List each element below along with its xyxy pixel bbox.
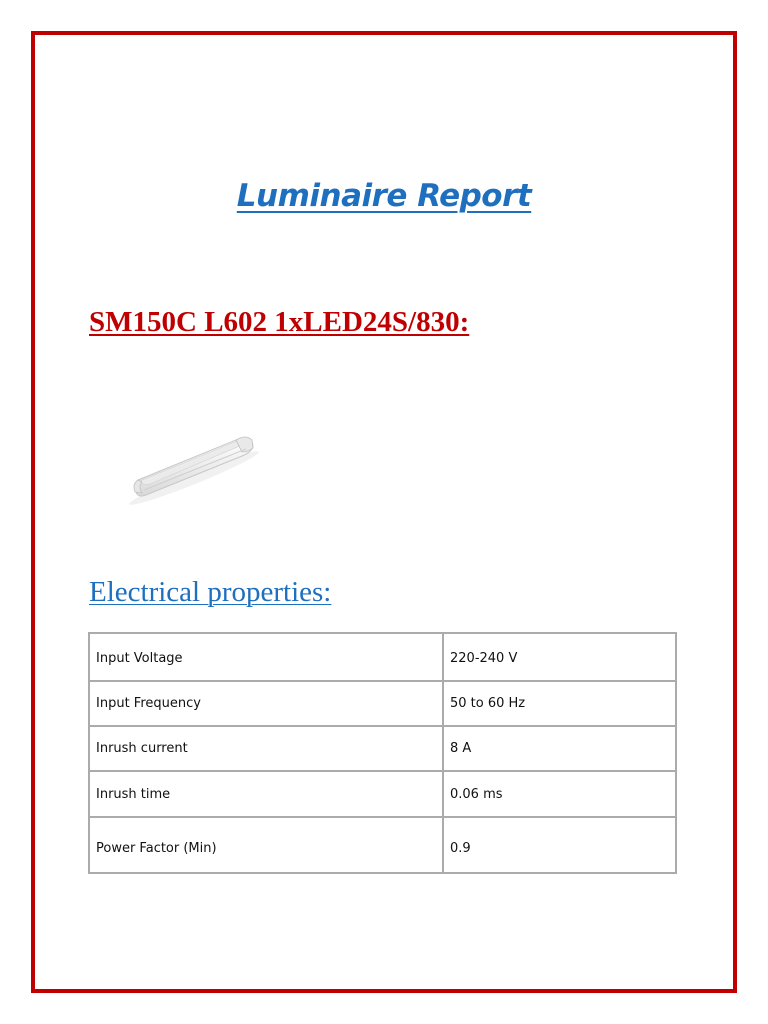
table-row [89, 726, 676, 771]
table-row [89, 771, 676, 817]
property-label: Inrush current [89, 726, 443, 771]
property-value: 50 to 60 Hz [443, 681, 676, 726]
property-label: Inrush time [89, 771, 443, 817]
product-name: SM150C L602 1xLED24S/830: [89, 306, 470, 338]
property-label: Input Frequency [89, 681, 443, 726]
electrical-properties-heading: Electrical properties: [89, 576, 332, 608]
property-value: 0.9 [443, 817, 676, 873]
electrical-properties-table [88, 632, 677, 874]
table-row [89, 681, 676, 726]
property-value: 8 A [443, 726, 676, 771]
property-label: Input Voltage [89, 633, 443, 681]
luminaire-product-image [96, 362, 296, 542]
table-row [89, 817, 676, 873]
property-value: 0.06 ms [443, 771, 676, 817]
table-row [89, 633, 676, 681]
property-label: Power Factor (Min) [89, 817, 443, 873]
property-value: 220-240 V [443, 633, 676, 681]
report-title: Luminaire Report [236, 178, 532, 214]
